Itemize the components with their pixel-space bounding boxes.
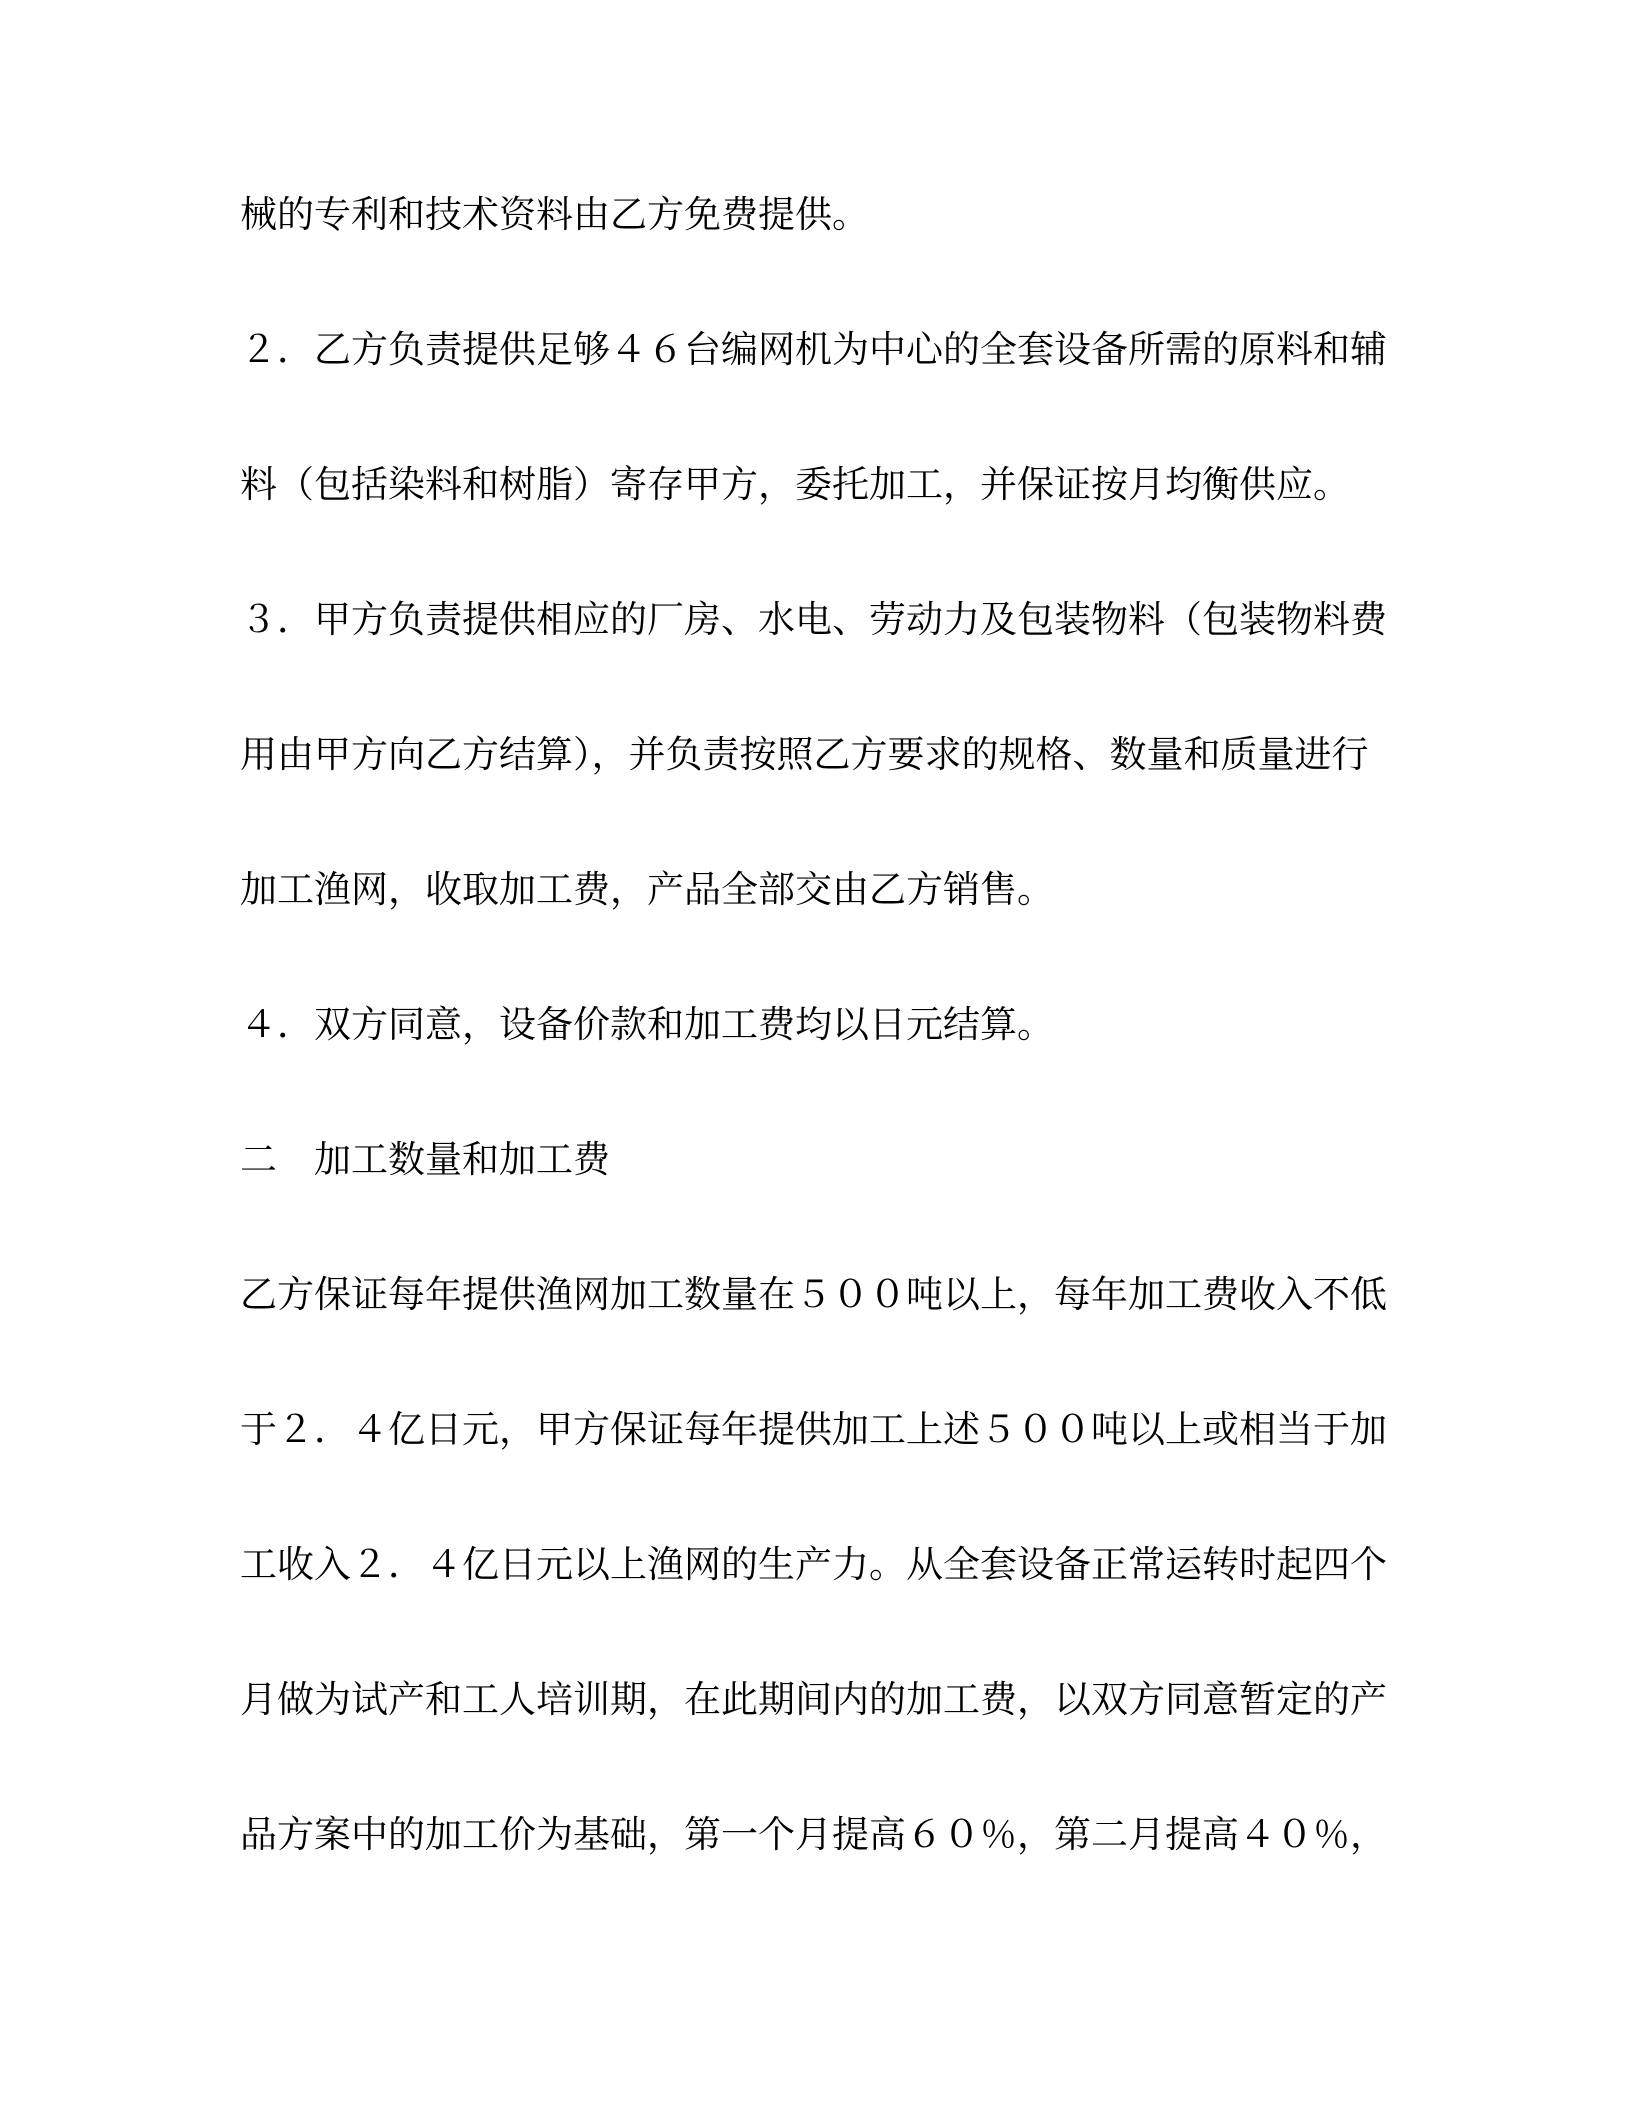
section-2-paragraph-line-4: 月做为试产和工人培训期，在此期间内的加工费，以双方同意暂定的产 xyxy=(240,1678,1387,1721)
clause-3-line-1: ３．甲方负责提供相应的厂房、水电、劳动力及包装物料（包装物料费 xyxy=(240,598,1387,641)
clause-4-line-1: ４．双方同意，设备价款和加工费均以日元结算。 xyxy=(240,1003,1054,1046)
clause-3-line-2: 用由甲方向乙方结算），并负责按照乙方要求的规格、数量和质量进行 xyxy=(240,733,1369,776)
section-2-paragraph-line-5: 品方案中的加工价为基础，第一个月提高６０％，第二月提高４０％， xyxy=(240,1813,1387,1856)
section-2-paragraph-line-3: 工收入２．４亿日元以上渔网的生产力。从全套设备正常运转时起四个 xyxy=(240,1543,1387,1586)
clause-2-line-1: ２．乙方负责提供足够４６台编网机为中心的全套设备所需的原料和辅 xyxy=(240,328,1387,371)
clause-2-line-2: 料（包括染料和树脂）寄存甲方，委托加工，并保证按月均衡供应。 xyxy=(240,463,1350,506)
clause-3-line-3: 加工渔网，收取加工费，产品全部交由乙方销售。 xyxy=(240,868,1054,911)
section-2-paragraph-line-2: 于２．４亿日元，甲方保证每年提供加工上述５００吨以上或相当于加 xyxy=(240,1408,1387,1451)
paragraph-line-1-continuation: 械的专利和技术资料由乙方免费提供。 xyxy=(240,193,869,236)
section-2-paragraph-line-1: 乙方保证每年提供渔网加工数量在５００吨以上，每年加工费收入不低 xyxy=(240,1273,1387,1316)
section-heading-processing-quantity-fee: 二 加工数量和加工费 xyxy=(240,1138,610,1181)
